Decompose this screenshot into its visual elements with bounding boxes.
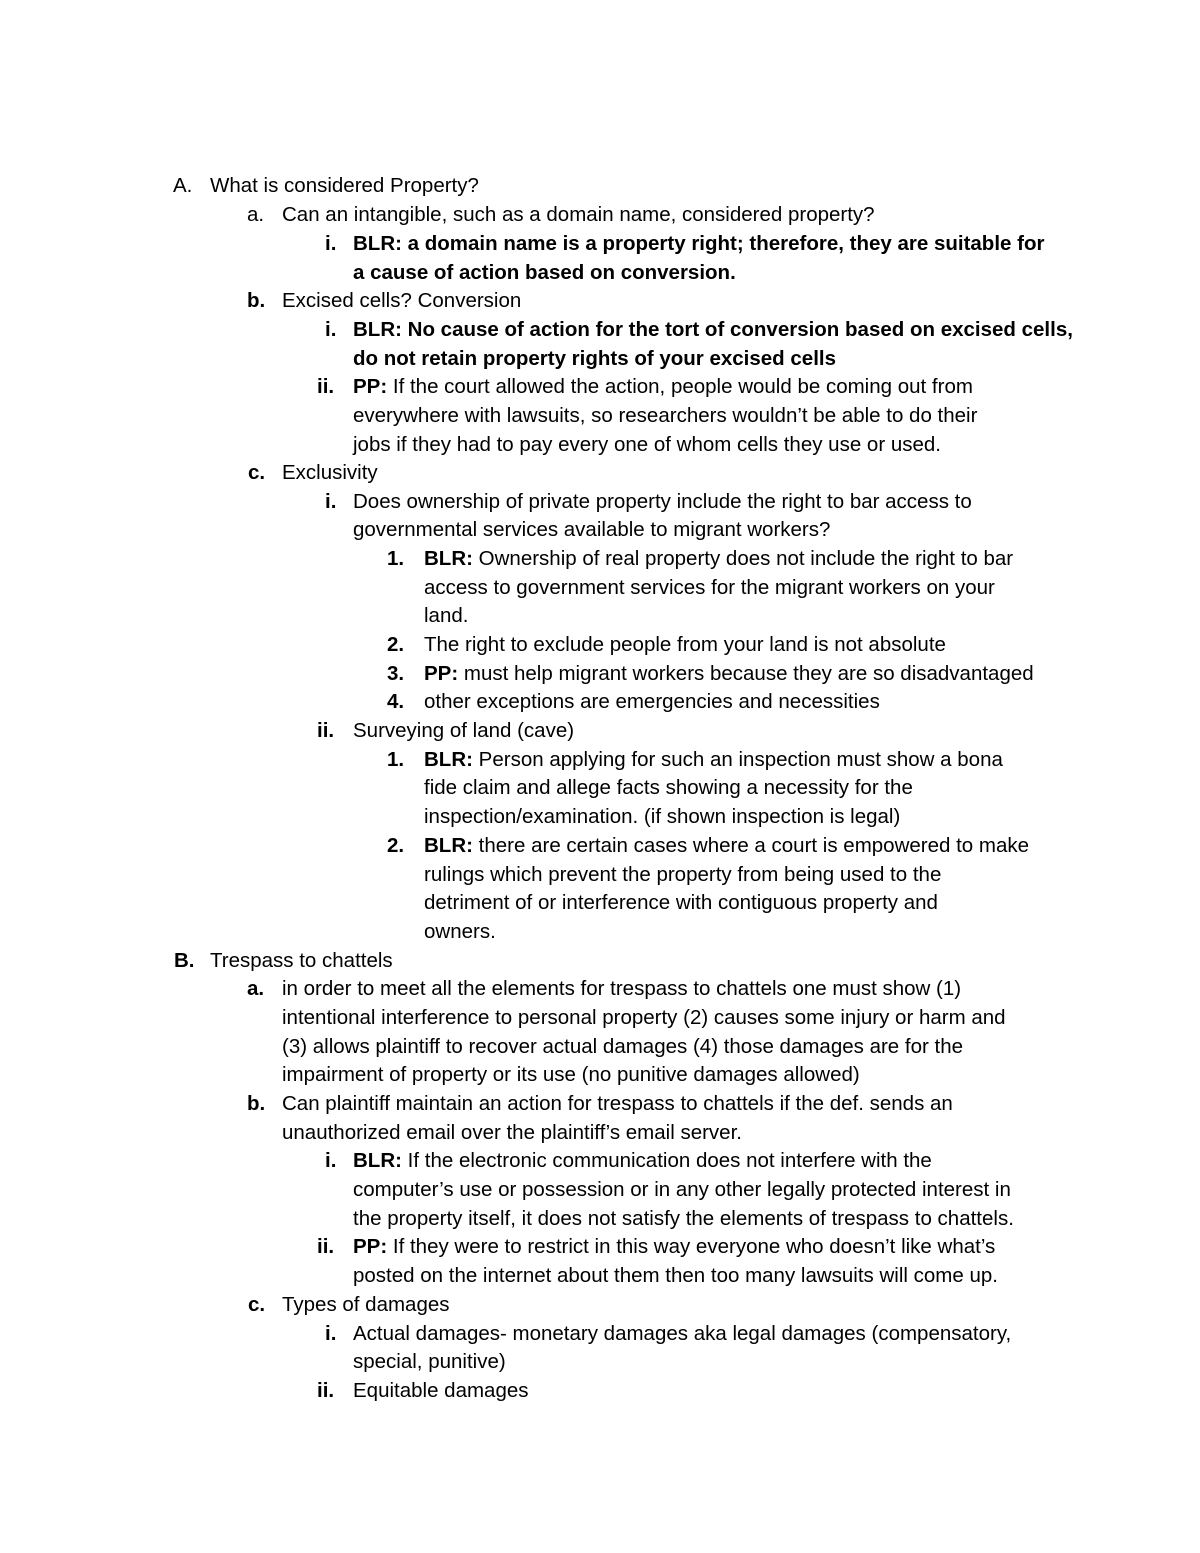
item-b-c-i-line-2 <box>353 1348 506 1377</box>
subsection-b-a-line-2 <box>282 1004 1006 1033</box>
outline-marker: A. <box>173 174 193 197</box>
outline-marker: ii. <box>317 1235 335 1258</box>
item-b-b-i-line-3 <box>353 1205 1014 1234</box>
subsection-text: Types of damages <box>282 1293 450 1316</box>
item-a-b-i-line-1 <box>325 316 1073 345</box>
outline-marker: 1. <box>387 748 405 771</box>
subsection-a-c <box>248 459 378 488</box>
item-a-c-ii-1-line-1 <box>387 746 1003 775</box>
item-a-c-ii <box>317 717 575 746</box>
rule-text: access to government services for the migrant workers on your <box>424 576 995 599</box>
outline-marker: a. <box>247 977 265 1000</box>
section-heading-text: What is considered Property? <box>210 174 479 197</box>
subsection-b-a-line-4 <box>282 1061 860 1090</box>
subsection-text: Can an intangible, such as a domain name, considered property? <box>282 203 875 226</box>
subsection-b-b-line-2 <box>282 1119 742 1148</box>
subsection-a-b <box>247 287 522 316</box>
item-b-c-ii <box>317 1377 529 1406</box>
item-b-b-ii-line-1 <box>317 1233 996 1262</box>
outline-marker: 3. <box>387 662 405 685</box>
subsection-text: intentional interference to personal property (2) causes some injury or harm and <box>282 1006 1006 1029</box>
subsection-text: in order to meet all the elements for trespass to chattels one must show (1) <box>282 977 962 1000</box>
list-item-text: special, punitive) <box>353 1350 506 1373</box>
item-a-c-i-1-line-2 <box>424 574 995 603</box>
outline-marker: ii. <box>317 1379 335 1402</box>
rule-text: BLR: a domain name is a property right; therefore, they are suitable for <box>353 232 1045 255</box>
item-a-c-i-2 <box>387 631 946 660</box>
section-heading-text: Trespass to chattels <box>210 949 393 972</box>
subsection-b-a-line-1 <box>247 975 962 1004</box>
item-a-c-i-3 <box>387 660 1034 689</box>
rule-text: the property itself, it does not satisfy the elements of trespass to chattels. <box>353 1207 1014 1230</box>
outline-marker: 2. <box>387 834 405 857</box>
rule-text: fide claim and allege facts showing a necessity for the <box>424 776 913 799</box>
question-text: Does ownership of private property include the right to bar access to <box>353 490 972 513</box>
outline-marker: 1. <box>387 547 405 570</box>
outline-marker: i. <box>325 318 337 341</box>
rule-text: land. <box>424 604 469 627</box>
item-a-b-i-line-2 <box>353 345 836 374</box>
subsection-b-c <box>248 1291 450 1320</box>
item-a-c-ii-2-line-4 <box>424 918 496 947</box>
item-a-c-i-4 <box>387 688 880 717</box>
policy-label: PP: <box>353 375 388 398</box>
rule-text: Person applying for such an inspection must show a bona <box>478 748 1003 771</box>
item-a-c-ii-1-line-3 <box>424 803 900 832</box>
item-b-c-i-line-1 <box>325 1320 1012 1349</box>
outline-marker: i. <box>325 232 337 255</box>
outline-marker: ii. <box>317 375 335 398</box>
subsection-text: Surveying of land (cave) <box>353 719 575 742</box>
item-a-c-ii-2-line-3 <box>424 889 938 918</box>
item-a-b-ii-line-3 <box>353 431 941 460</box>
subsection-b-b-line-1 <box>247 1090 953 1119</box>
rule-text: computer’s use or possession or in any other legally protected interest in <box>353 1178 1011 1201</box>
policy-text: jobs if they had to pay every one of whom cells they use or used. <box>353 433 941 456</box>
outline-marker: c. <box>248 461 266 484</box>
item-b-b-i-line-2 <box>353 1176 1011 1205</box>
item-a-c-i-line-1 <box>325 488 972 517</box>
outline-marker: i. <box>325 490 337 513</box>
rule-label: BLR: <box>424 748 473 771</box>
outline-marker: ii. <box>317 719 335 742</box>
item-a-a-i-line-1 <box>325 230 1045 259</box>
rule-text: If the electronic communication does not interfere with the <box>407 1149 932 1172</box>
policy-text: If they were to restrict in this way everyone who doesn’t like what’s <box>392 1235 996 1258</box>
item-b-b-ii-line-2 <box>353 1262 998 1291</box>
item-a-c-ii-2-line-1 <box>387 832 1030 861</box>
outline-marker: 2. <box>387 633 405 656</box>
section-b-heading <box>174 947 393 976</box>
outline-marker: B. <box>174 949 195 972</box>
list-item-text: Actual damages- monetary damages aka legal damages (compensatory, <box>353 1322 1012 1345</box>
rule-text: owners. <box>424 920 496 943</box>
policy-text: must help migrant workers because they are so disadvantaged <box>463 662 1034 685</box>
item-a-c-i-1-line-1 <box>387 545 1014 574</box>
rule-text: detriment of or interference with contiguous property and <box>424 891 938 914</box>
rule-label: BLR: <box>424 547 473 570</box>
outline-marker: b. <box>247 289 266 312</box>
policy-label: PP: <box>424 662 459 685</box>
item-a-c-i-line-2 <box>353 516 830 545</box>
subsection-text: Excised cells? Conversion <box>282 289 522 312</box>
rule-text: inspection/examination. (if shown inspection is legal) <box>424 805 901 828</box>
subsection-text: Exclusivity <box>282 461 378 484</box>
rule-label: BLR: <box>353 1149 402 1172</box>
item-a-a-i-line-2 <box>353 259 736 288</box>
policy-text: posted on the internet about them then too many lawsuits will come up. <box>353 1264 998 1287</box>
rule-text: Ownership of real property does not include the right to bar <box>478 547 1014 570</box>
item-a-c-ii-2-line-2 <box>424 861 941 890</box>
rule-text: do not retain property rights of your excised cells <box>353 347 836 370</box>
outline-marker: i. <box>325 1149 337 1172</box>
rule-label: BLR: <box>424 834 473 857</box>
subsection-text: impairment of property or its use (no punitive damages allowed) <box>282 1063 860 1086</box>
rule-text: rulings which prevent the property from being used to the <box>424 863 942 886</box>
item-a-b-ii-line-1 <box>317 373 973 402</box>
rule-text: there are certain cases where a court is empowered to make <box>478 834 1030 857</box>
item-b-b-i-line-1 <box>325 1147 932 1176</box>
item-a-c-i-1-line-3 <box>424 602 468 631</box>
list-item-text: The right to exclude people from your land is not absolute <box>424 633 946 656</box>
list-item-text: other exceptions are emergencies and necessities <box>424 690 880 713</box>
policy-label: PP: <box>353 1235 388 1258</box>
item-a-b-ii-line-2 <box>353 402 977 431</box>
outline-marker: b. <box>247 1092 266 1115</box>
policy-text: everywhere with lawsuits, so researchers wouldn’t be able to do their <box>353 404 978 427</box>
subsection-a-a <box>247 201 875 230</box>
policy-text: If the court allowed the action, people would be coming out from <box>392 375 973 398</box>
item-a-c-ii-1-line-2 <box>424 774 913 803</box>
list-item-text: Equitable damages <box>353 1379 529 1402</box>
subsection-text: (3) allows plaintiff to recover actual damages (4) those damages are for the <box>282 1035 964 1058</box>
rule-text: BLR: No cause of action for the tort of conversion based on excised cells, <box>353 318 1073 341</box>
subsection-text: unauthorized email over the plaintiff’s email server. <box>282 1121 742 1144</box>
rule-text: a cause of action based on conversion. <box>353 261 736 284</box>
subsection-b-a-line-3 <box>282 1033 963 1062</box>
question-text: governmental services available to migrant workers? <box>353 518 831 541</box>
outline-marker: 4. <box>387 690 405 713</box>
outline-marker: i. <box>325 1322 337 1345</box>
outline-marker: a. <box>247 203 265 226</box>
outline-marker: c. <box>248 1293 266 1316</box>
section-a-heading <box>173 172 479 201</box>
subsection-text: Can plaintiff maintain an action for trespass to chattels if the def. sends an <box>282 1092 953 1115</box>
